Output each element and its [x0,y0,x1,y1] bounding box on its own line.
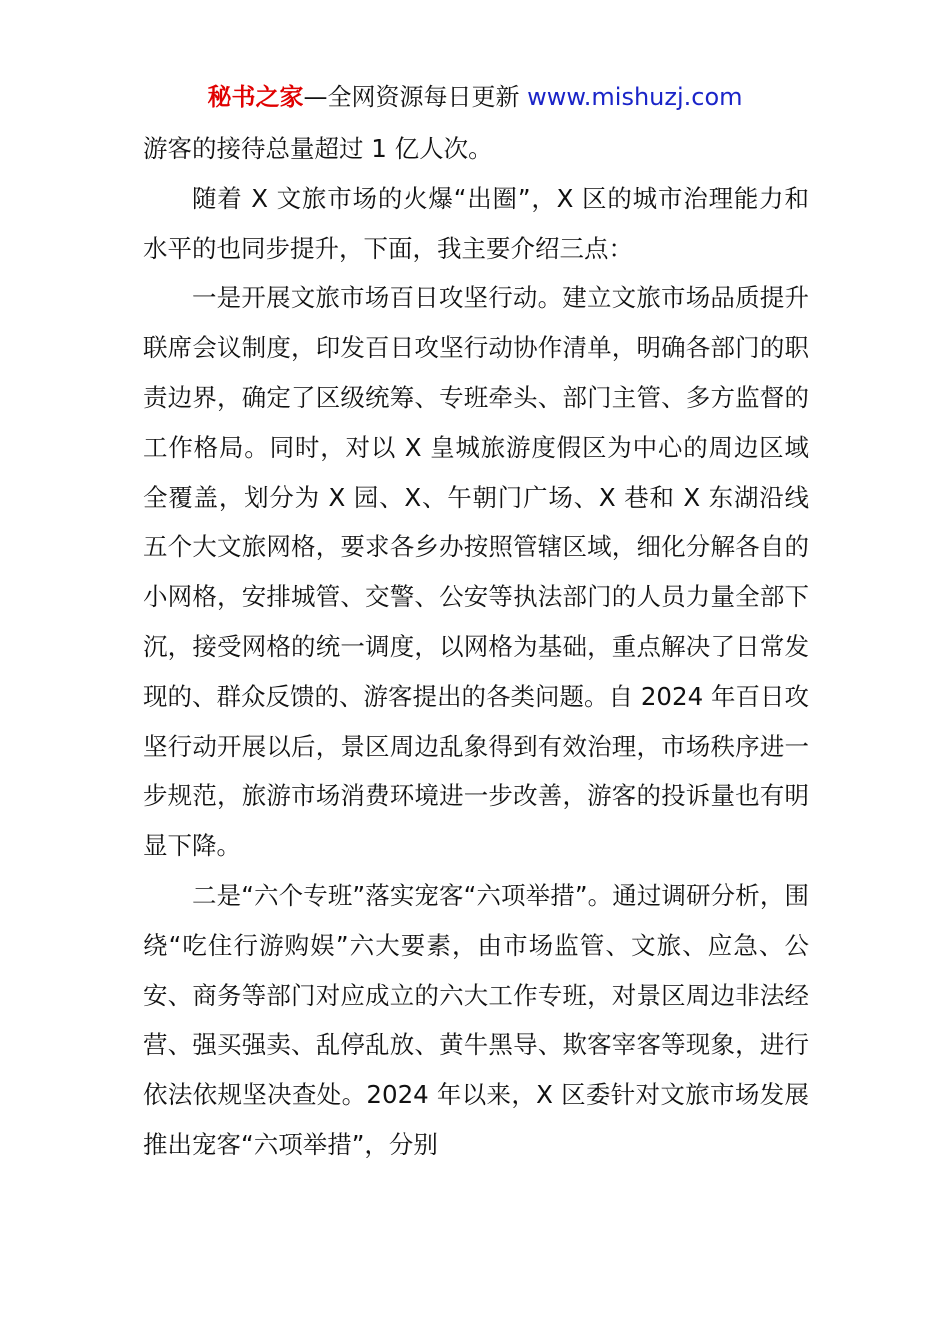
paragraph-point-two: 二是“六个专班”落实宠客“六项举措”。通过调研分析，围绕“吃住行游购娱”六大要素，由市场监管、文旅、应急、公安、商务等部门对应成立的六大工作专班，对景区周边非法经营、强买强卖、乱停乱放、黄牛黑导、欺客宰客等现象，进行依法依规坚决查处。2024 年以来，X 区委针对文旅市场发展推出宠客“六项举措”，分别 [143,880,809,1159]
site-url-link[interactable]: www.mishuzj.com [527,83,743,111]
paragraph-point-one: 一是开展文旅市场百日攻坚行动。建立文旅市场品质提升联席会议制度，印发百日攻坚行动协作清单，明确各部门的职责边界，确定了区级统筹、专班牵头、部门主管、多方监督的工作格局。同时，对以 X 皇城旅游度假区为中心的周边区域全覆盖，划分为 X 园、X、午朝门广场、X 巷和 X 东湖沿线五个大文旅网格，要求各乡办按照管辖区域，细化分解各自的小网格，安排城管、交警、公安等执法部门的人员力量全部下沉，接受网格的统一调度，以网格为基础，重点解决了日常发现的、群众反馈的、游客提出的各类问题。自 2024 年百日攻坚行动开展以后，景区周边乱象得到有效治理，市场秩序进一步规范，旅游市场消费环境进一步改善，游客的投诉量也有明显下降。 [143,283,809,861]
brand-name: 秘书之家 [207,83,304,111]
header-tagline: —全网资源每日更新 [303,83,528,111]
paragraph-continuation: 游客的接待总量超过 1 亿人次。 [143,134,493,163]
document-body [143,124,809,1170]
site-header [0,80,950,114]
paragraph-intro: 随着 X 文旅市场的火爆“出圈”，X 区的城市治理能力和水平的也同步提升，下面，我主要介绍三点： [143,183,809,263]
